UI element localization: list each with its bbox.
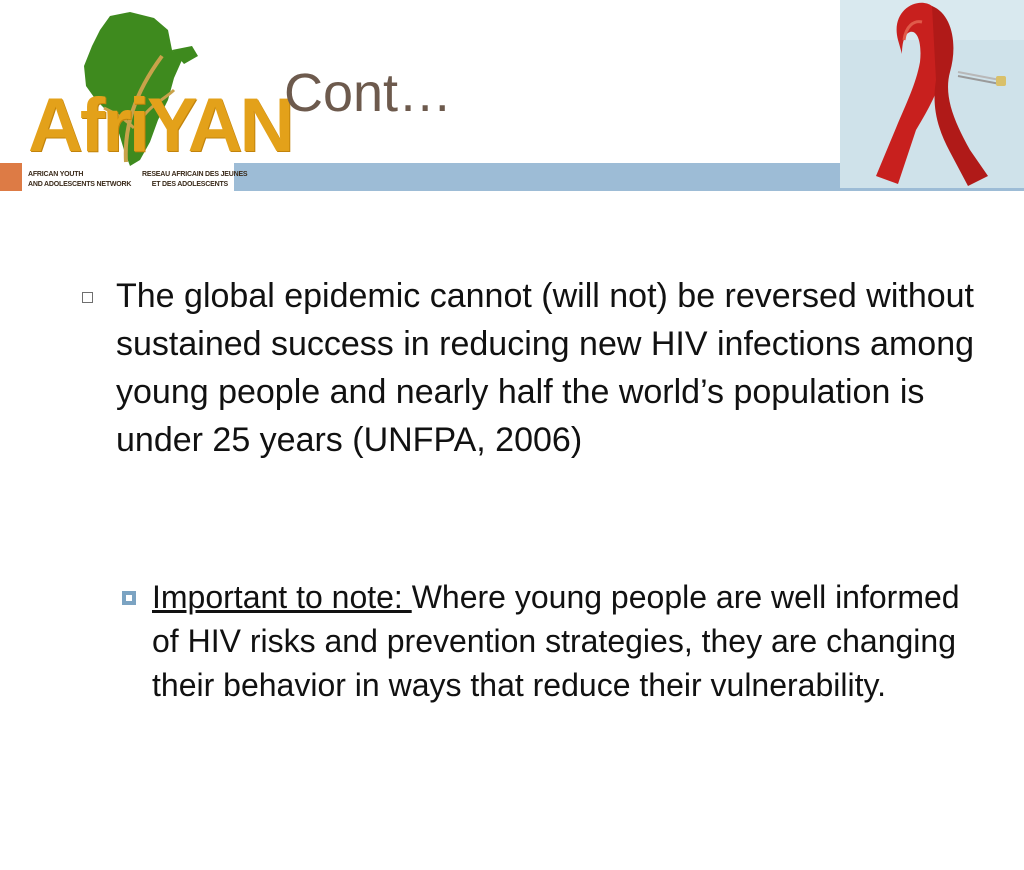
logo-subtitle-en: AFRICAN YOUTH AND ADOLESCENTS NETWORK — [28, 171, 132, 188]
logo-subtitle-fr: RESEAU AFRICAIN DES JEUNES ET DES ADOLESCENTS — [142, 171, 248, 188]
hollow-square-bullet-icon — [82, 292, 93, 303]
afriyan-logo — [22, 8, 292, 194]
sub-bullet-lead: Important to note: — [152, 579, 412, 615]
sub-bullet-body: Where young people are well informed of HIV risks and prevention strategies, they are changing their behavior in ways that reduce their vulnerability. — [152, 579, 960, 703]
red-ribbon-photo — [840, 0, 1024, 188]
sub-bullet-text — [152, 575, 972, 707]
red-ribbon-icon — [840, 0, 1024, 188]
bullet-text: The global epidemic cannot (will not) be reversed without sustained success in reducing new HIV infections among young people and nearly half the world’s population is under 25 years (UNFPA, 2006) — [116, 277, 975, 459]
logo-wordmark: AfriYAN — [28, 83, 292, 168]
square-bullet-icon — [122, 591, 136, 605]
slide-title: Cont… — [284, 63, 453, 123]
